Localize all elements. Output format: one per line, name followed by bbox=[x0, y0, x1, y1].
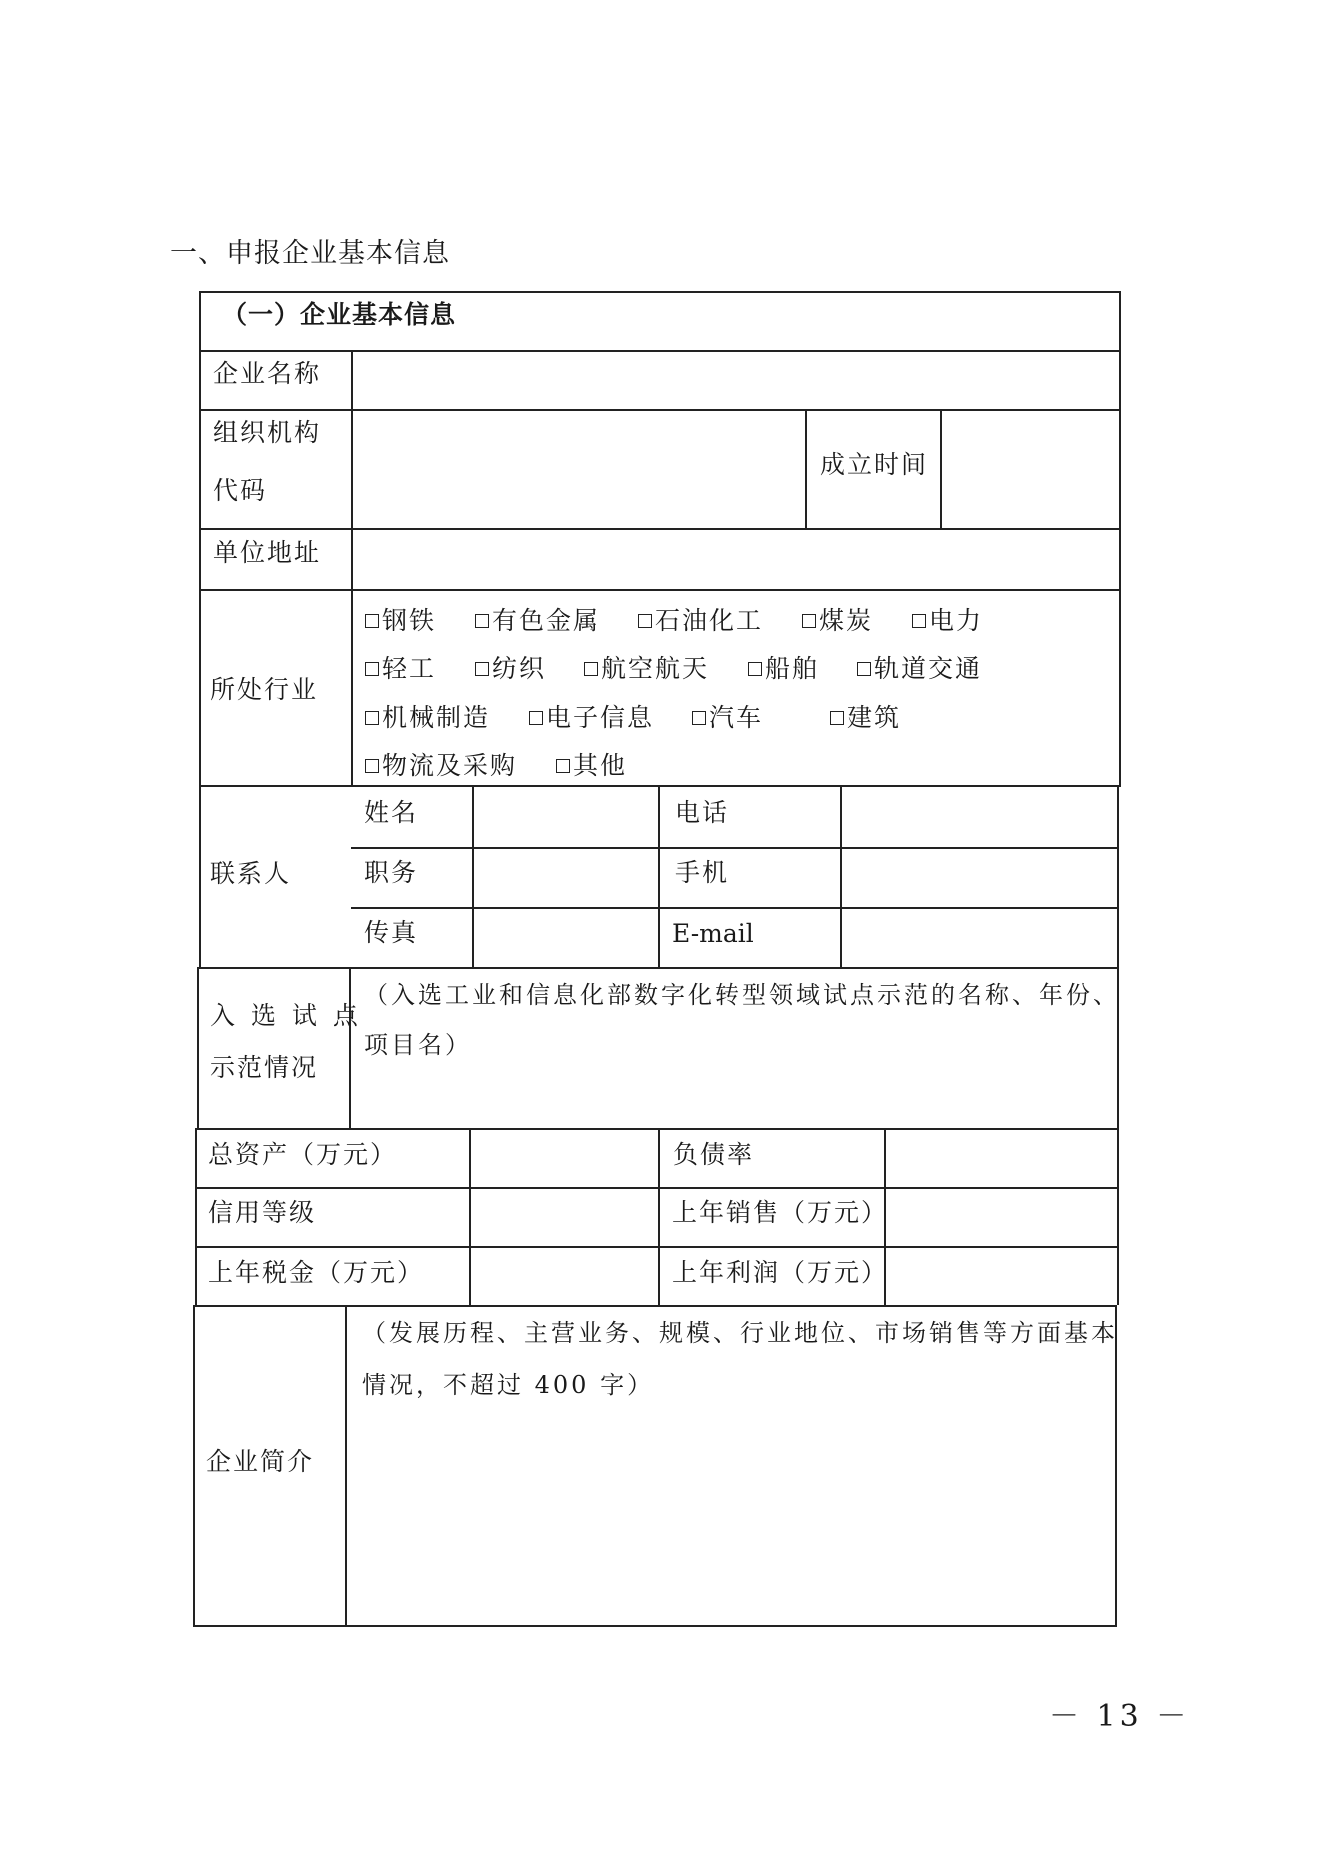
industry-option[interactable]: 轨道交通 bbox=[857, 656, 982, 681]
intro-note-line2: 情况，不超过 400 字） bbox=[362, 1371, 655, 1399]
contact-mobile-label: 手机 bbox=[675, 858, 730, 887]
industry-option[interactable]: 建筑 bbox=[830, 705, 901, 730]
industry-option[interactable]: 航空航天 bbox=[584, 656, 709, 681]
industry-option[interactable]: 机械制造 bbox=[365, 705, 490, 730]
industry-option[interactable]: 船舶 bbox=[748, 656, 819, 681]
contact-label: 联系人 bbox=[210, 859, 292, 888]
checkbox-icon bbox=[748, 662, 762, 676]
credit-label: 信用等级 bbox=[208, 1198, 317, 1227]
founded-field[interactable] bbox=[943, 412, 1118, 528]
checkbox-icon bbox=[830, 711, 844, 725]
last-year-sales-field[interactable] bbox=[887, 1190, 1116, 1245]
contact-email-field[interactable] bbox=[843, 910, 1116, 966]
checkbox-icon bbox=[802, 614, 816, 628]
credit-field[interactable] bbox=[472, 1190, 657, 1245]
checkbox-icon bbox=[584, 662, 598, 676]
pilot-note-line2: 项目名） bbox=[364, 1031, 472, 1059]
contact-mobile-field[interactable] bbox=[843, 850, 1116, 906]
contact-email-label: E-mail bbox=[672, 919, 754, 948]
intro-note-line1: （发展历程、主营业务、规模、行业地位、市场销售等方面基本 bbox=[362, 1319, 1118, 1347]
checkbox-icon bbox=[365, 614, 379, 628]
section-heading: 一、申报企业基本信息 bbox=[170, 238, 450, 269]
checkbox-icon bbox=[638, 614, 652, 628]
last-year-profit-label: 上年利润（万元） bbox=[672, 1258, 889, 1287]
company-name-label: 企业名称 bbox=[213, 359, 322, 388]
page-number: － 13 － bbox=[1049, 1699, 1191, 1734]
industry-option[interactable]: 纺织 bbox=[475, 656, 546, 681]
contact-name-label: 姓名 bbox=[364, 798, 419, 827]
org-code-field[interactable] bbox=[354, 412, 804, 528]
last-year-sales-label: 上年销售（万元） bbox=[672, 1198, 889, 1227]
intro-label: 企业简介 bbox=[206, 1447, 315, 1476]
industry-option[interactable]: 其他 bbox=[556, 753, 627, 778]
pilot-note-line1: （入选工业和信息化部数字化转型领域试点示范的名称、年份、 bbox=[364, 981, 1120, 1009]
industry-option[interactable]: 钢铁 bbox=[365, 608, 436, 633]
contact-position-field[interactable] bbox=[475, 850, 657, 906]
industry-option[interactable]: 轻工 bbox=[365, 656, 436, 681]
contact-position-label: 职务 bbox=[364, 858, 419, 887]
industry-option[interactable]: 有色金属 bbox=[475, 608, 600, 633]
total-assets-label: 总资产（万元） bbox=[208, 1140, 398, 1169]
checkbox-icon bbox=[912, 614, 926, 628]
pilot-field[interactable] bbox=[352, 1070, 1116, 1126]
debt-ratio-label: 负债率 bbox=[673, 1140, 755, 1169]
industry-label: 所处行业 bbox=[210, 675, 319, 704]
total-assets-field[interactable] bbox=[472, 1131, 657, 1186]
industry-option[interactable]: 石油化工 bbox=[638, 608, 763, 633]
industry-option[interactable]: 物流及采购 bbox=[365, 753, 517, 778]
checkbox-icon bbox=[365, 759, 379, 773]
table-title: （一）企业基本信息 bbox=[222, 300, 457, 329]
address-field[interactable] bbox=[354, 531, 1118, 588]
contact-phone-field[interactable] bbox=[843, 788, 1116, 846]
founded-label: 成立时间 bbox=[820, 450, 929, 479]
pilot-label-line2: 示范情况 bbox=[210, 1053, 319, 1082]
checkbox-icon bbox=[529, 711, 543, 725]
last-year-profit-field[interactable] bbox=[887, 1249, 1116, 1304]
pilot-label-line1: 入 选 试 点 bbox=[210, 1001, 362, 1030]
address-label: 单位地址 bbox=[213, 538, 322, 567]
checkbox-icon bbox=[692, 711, 706, 725]
checkbox-icon bbox=[857, 662, 871, 676]
contact-name-field[interactable] bbox=[475, 788, 657, 846]
checkbox-icon bbox=[556, 759, 570, 773]
industry-option[interactable]: 电力 bbox=[912, 608, 983, 633]
org-code-label-line1: 组织机构 bbox=[213, 418, 322, 447]
org-code-label-line2: 代码 bbox=[213, 476, 268, 505]
intro-field[interactable] bbox=[348, 1410, 1114, 1624]
checkbox-icon bbox=[365, 662, 379, 676]
last-year-tax-label: 上年税金（万元） bbox=[208, 1258, 425, 1287]
company-name-field[interactable] bbox=[354, 353, 1118, 409]
industry-option[interactable]: 电子信息 bbox=[529, 705, 654, 730]
checkbox-icon bbox=[365, 711, 379, 725]
contact-phone-label: 电话 bbox=[675, 798, 730, 827]
industry-option[interactable]: 煤炭 bbox=[802, 608, 873, 633]
last-year-tax-field[interactable] bbox=[472, 1249, 657, 1304]
debt-ratio-field[interactable] bbox=[887, 1131, 1116, 1186]
checkbox-icon bbox=[475, 662, 489, 676]
contact-fax-label: 传真 bbox=[364, 918, 419, 947]
industry-option[interactable]: 汽车 bbox=[692, 705, 763, 730]
checkbox-icon bbox=[475, 614, 489, 628]
contact-fax-field[interactable] bbox=[475, 910, 657, 966]
